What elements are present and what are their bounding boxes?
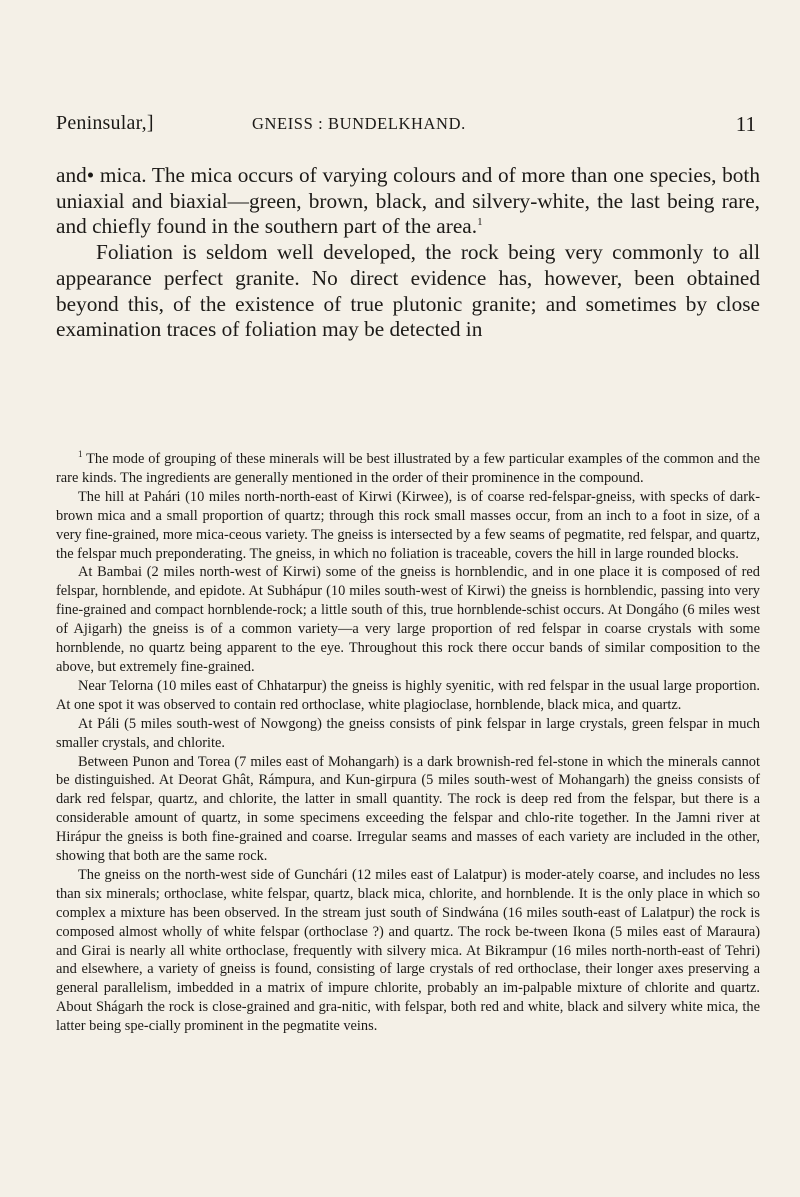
footnote-paragraph: The gneiss on the north-west side of Gunchári (12 miles east of Lalatpur) is moder-ately coarse, and includes no less than six minerals; orthoclase, white felspar, quartz, black mica, chlorite, and hornblende. It is the only place in which so complex a mixture has been observed. In the stream just south of Sindwána (16 miles south-east of Lalatpur) the rock is composed almost wholly of white felspar (orthoclase ?) and quartz. The rock be-tween Ikona (5 miles east of Maraura) and Girai is nearly all white orthoclase, frequently with silvery mica. At Bikrampur (16 miles north-north-east of Tehri) and elsewhere, a variety of gneiss is found, consisting of large crystals of red orthoclase, their longer axes preserving a general parallelism, imbedded in a matrix of impure chlorite, probably an im-palpable mixture of chlorite and quartz. About Shágarh the rock is close-grained and gra-nitic, with felspar, both red and white, black and silvery white mica, the latter being spe-cially prominent in the pegmatite veins. (56, 866, 760, 1035)
body-paragraph-text: and• mica. The mica occurs of varying colours and of more than one species, both uniaxial and biaxial—green, brown, black, and silvery-white, the last being rare, and chiefly found in the southern part of the area. (56, 163, 760, 239)
body-paragraph: Foliation is seldom well developed, the rock being very commonly to all appearance perfect granite. No direct evidence has, however, been obtained beyond this, of the existence of true plutonic granite; and sometimes by close examination traces of foliation may be detected in (56, 240, 760, 342)
header-title: GNEISS : BUNDELKHAND. (252, 114, 466, 133)
footnote-paragraph: The hill at Pahári (10 miles north-north-east of Kirwi (Kirwee), is of coarse red-felspar-gneiss, with specks of dark-brown mica and a small proportion of quartz; through this rock small masses occur, from an inch to a foot in size, of a very fine-grained, more mica-ceous variety. The gneiss is intersected by a few seams of pegmatite, red felspar, and quartz, the felspar much preponderating. The gneiss, in which no foliation is traceable, covers the hill in large rounded blocks. (56, 488, 760, 562)
footnote-reference: 1 (477, 216, 483, 229)
body-paragraph (56, 163, 760, 240)
footnote-paragraph: Between Punon and Torea (7 miles east of Mohangarh) is a dark brownish-red fel-stone in which the minerals cannot be distinguished. At Deorat Ghât, Rámpura, and Kun-girpura (5 miles south-west of Mohangarh) the gneiss consists of dark red felspar, quartz, and chlorite, the latter in small quantity. The rock is deep red from the felspar, but there is a considerable amount of quartz, in some specimens exceeding the felspar and chlo-rite together. In the Jamni river at Hirápur the gneiss is both fine-grained and coarse. Irregular seams and masses of each variety are included in the other, showing that both are the same rock. (56, 753, 760, 865)
running-header (56, 112, 760, 142)
footnote-paragraph (56, 450, 760, 488)
main-text (56, 163, 760, 343)
page-number: 11 (735, 112, 756, 136)
footnote-text: The mode of grouping of these minerals will be best illustrated by a few particular examples of the common and the rare kinds. The ingredients are generally mentioned in the order of their prominence in the compound. (56, 451, 760, 486)
header-section-label: Peninsular,] (56, 112, 154, 134)
footnote-marker: 1 (78, 449, 83, 460)
footnotes (56, 450, 760, 1036)
footnote-paragraph: At Bambai (2 miles north-west of Kirwi) some of the gneiss is hornblendic, and in one place it is composed of red felspar, hornblende, and epidote. At Subhápur (10 miles south-west of Kirwi) the gneiss is hornblendic, passing into very fine-grained and compact hornblende-rock; a little south of this, true hornblende-schist occurs. At Dongáho (6 miles west of Ajigarh) the gneiss is of a common variety—a very large proportion of red felspar in coarse crystals with some hornblende, no quartz being apparent to the eye. Throughout this rock there occur bands of similar composition to the above, but extremely fine-grained. (56, 564, 760, 675)
footnote-paragraph: Near Telorna (10 miles east of Chhatarpur) the gneiss is highly syenitic, with red felspar in the usual large proportion. At one spot it was observed to contain red orthoclase, white plagioclase, hornblende, black mica, and quartz. (56, 677, 760, 713)
footnote-paragraph: At Páli (5 miles south-west of Nowgong) the gneiss consists of pink felspar in large crystals, green felspar in much smaller crystals, and chlorite. (56, 715, 760, 751)
